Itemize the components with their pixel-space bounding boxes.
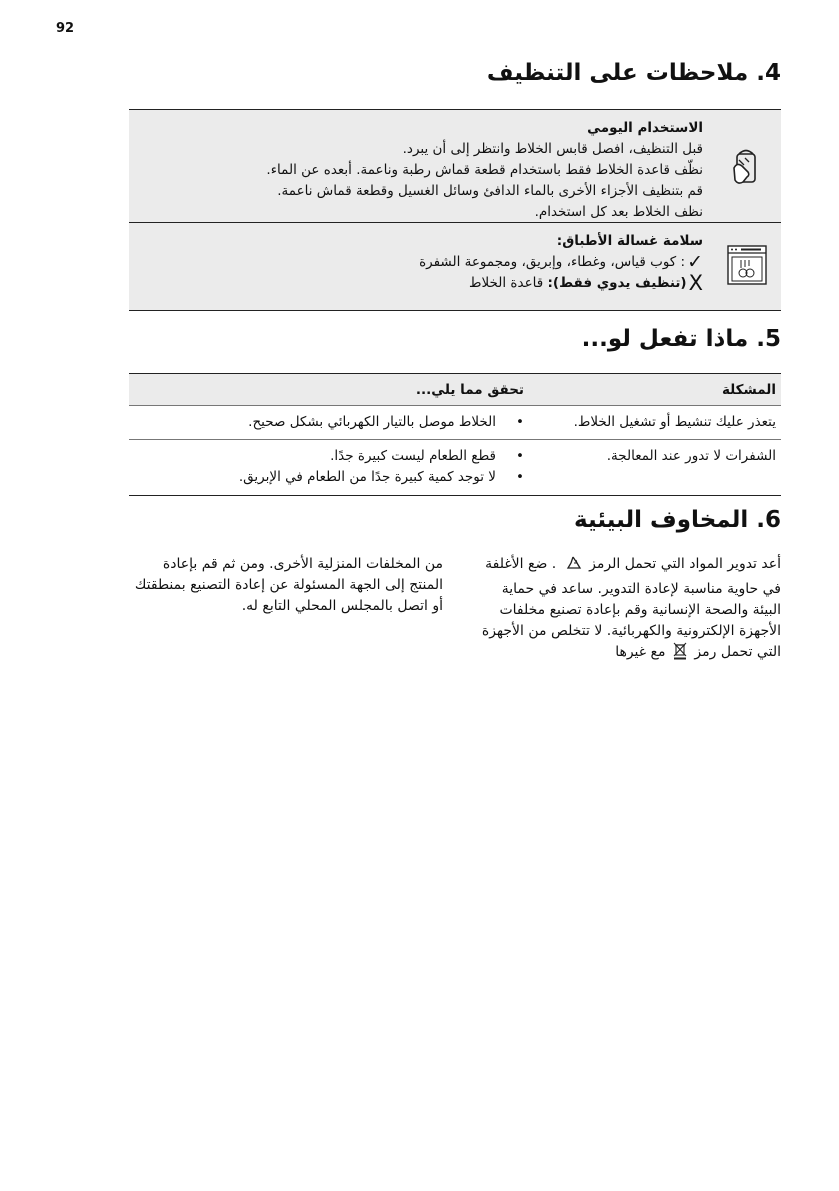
cleaning-table xyxy=(129,109,781,311)
daily-use-text xyxy=(129,110,703,229)
section-6-title xyxy=(574,507,781,533)
daily-line: نظّف قاعدة الخلاط فقط باستخدام قطعة قماش رطبة وناعمة. أبعده عن الماء. xyxy=(266,162,703,178)
hand-wash-only-label: (تنظيف يدوي فقط): xyxy=(547,275,687,291)
env-text-part-c: مع غيرها xyxy=(615,644,666,660)
column-header-check: تحقق مما يلي... xyxy=(415,381,524,398)
section-5-title xyxy=(582,326,781,352)
dishwasher-unsafe-text: قاعدة الخلاط xyxy=(469,275,548,291)
table-header xyxy=(129,373,781,406)
daily-use-heading: الاستخدام اليومي xyxy=(587,120,703,136)
dishwasher-heading: سلامة غسالة الأطباق: xyxy=(556,233,703,249)
section-4-title xyxy=(487,60,781,86)
problem-cell: يتعذر عليك تنشيط أو تشغيل الخلاط. xyxy=(573,414,776,430)
hand-wash-icon xyxy=(725,144,767,186)
cross-mark-icon: X xyxy=(688,271,703,295)
dishwasher-icon xyxy=(727,245,767,285)
daily-line: نظف الخلاط بعد كل استخدام. xyxy=(534,204,703,220)
table-row xyxy=(129,406,781,440)
dishwasher-text xyxy=(129,223,703,300)
env-text-part-a: أعد تدوير المواد التي تحمل الرمز xyxy=(589,556,781,572)
page-number: 92 xyxy=(56,21,75,36)
dishwasher-row xyxy=(129,222,781,311)
env-text-part-b: . ضع الأغلفة في حاوية مناسبة لإعادة التدوير. ساعد في حماية البيئة والصحة الإنسانية وقم بإعادة تصنيع مخلفات الأجهزة الإلكترونية والكهربائية. لا تتخلص من الأجهزة التي تحمل رمز xyxy=(481,556,781,660)
problem-cell: الشفرات لا تدور عند المعالجة. xyxy=(606,448,776,464)
dishwasher-safe-text: : كوب قياس، وغطاء، وإبريق، ومجموعة الشفرة xyxy=(419,254,686,270)
section-4-number: 4. xyxy=(756,60,781,86)
troubleshooting-table xyxy=(129,373,781,496)
check-item: • قطع الطعام ليست كبيرة جدًا. xyxy=(129,446,524,467)
recycle-icon xyxy=(564,556,582,579)
daily-line: قم بتنظيف الأجزاء الأخرى بالماء الدافئ وسائل الغسيل وقطعة قماش ناعمة. xyxy=(277,183,703,199)
dishwasher-unsafe-line xyxy=(129,273,703,294)
section-5-number: 5. xyxy=(756,326,781,352)
crossed-bin-icon xyxy=(673,642,687,667)
section-4-heading: ملاحظات على التنظيف xyxy=(486,60,749,86)
dishwasher-safe-line xyxy=(129,252,703,273)
table-row xyxy=(129,440,781,496)
check-item: • الخلاط موصل بالتيار الكهربائي بشكل صحيح. xyxy=(129,412,524,433)
check-item: • لا توجد كمية كبيرة جدًا من الطعام في الإبريق. xyxy=(129,467,524,488)
section-6-heading: المخاوف البيئية xyxy=(574,507,749,533)
daily-use-row xyxy=(129,109,781,222)
section-6-number: 6. xyxy=(756,507,781,533)
column-header-problem: المشكلة xyxy=(721,381,776,398)
check-mark-icon: ✓ xyxy=(687,251,703,273)
environment-text-left: من المخلفات المنزلية الأخرى. ومن ثم قم بإعادة المنتج إلى الجهة المسئولة عن إعادة التصنيع بمنطقتك أو اتصل بالمجلس المحلي التابع له. xyxy=(134,556,443,614)
section-5-heading: ماذا تفعل لو... xyxy=(581,326,749,352)
environment-text-right xyxy=(469,554,781,667)
daily-line: قبل التنظيف، افصل قابس الخلاط وانتظر إلى أن يبرد. xyxy=(402,141,703,157)
